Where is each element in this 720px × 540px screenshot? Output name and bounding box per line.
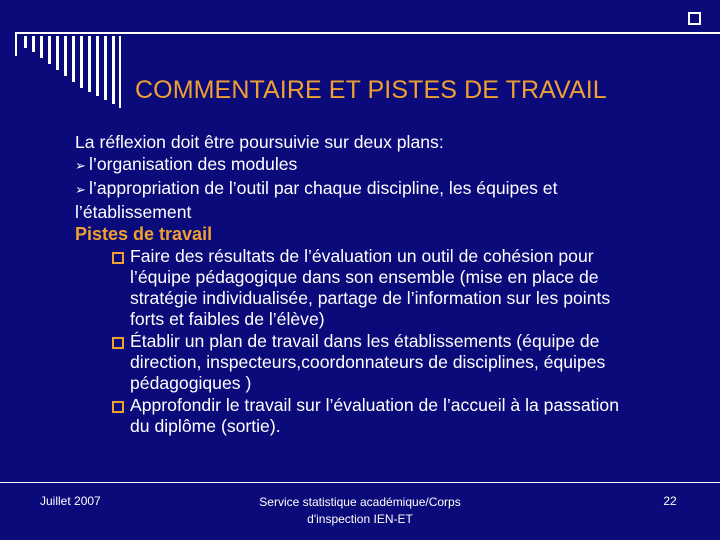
square-bullet-icon <box>112 252 124 264</box>
arrow-bullet-icon: ➢ <box>75 158 86 173</box>
intro-text: La réflexion doit être poursuivie sur deux plans: <box>75 132 444 152</box>
plan-item: ➢ l’appropriation de l’outil par chaque discipline, les équipes et <box>75 177 700 201</box>
footer-source: Service statistique académique/Corps d'inspection IEN-ET <box>259 495 461 526</box>
footer-divider <box>0 482 720 483</box>
piste-item: Faire des résultats de l’évaluation un outil de cohésion pour l’équipe pédagogique dans son ensemble (mise en place de stratégie individualisée, partage de l’information sur les points forts et faibles de l’élève) <box>75 246 700 330</box>
slide-body <box>75 131 700 437</box>
pistes-heading: Pistes de travail <box>75 224 213 244</box>
square-bullet-icon <box>112 337 124 349</box>
page-number: 22 <box>663 494 677 508</box>
plan-item-continuation: l’établissement <box>75 202 192 222</box>
slide-title: COMMENTAIRE ET PISTES DE TRAVAIL <box>135 76 607 104</box>
arrow-bullet-icon: ➢ <box>75 182 86 197</box>
square-bullet-icon <box>112 401 124 413</box>
plan-item: ➢ l’organisation des modules <box>75 153 700 177</box>
piste-item: Approfondir le travail sur l’évaluation de l’accueil à la passation du diplôme (sortie). <box>75 395 700 437</box>
decorative-corner-graphic <box>0 0 720 80</box>
piste-item: Établir un plan de travail dans les établissements (équipe de direction, inspecteurs,coordonnateurs de disciplines, équipes pédagogiques ) <box>75 331 700 394</box>
footer-date: Juillet 2007 <box>40 494 101 508</box>
